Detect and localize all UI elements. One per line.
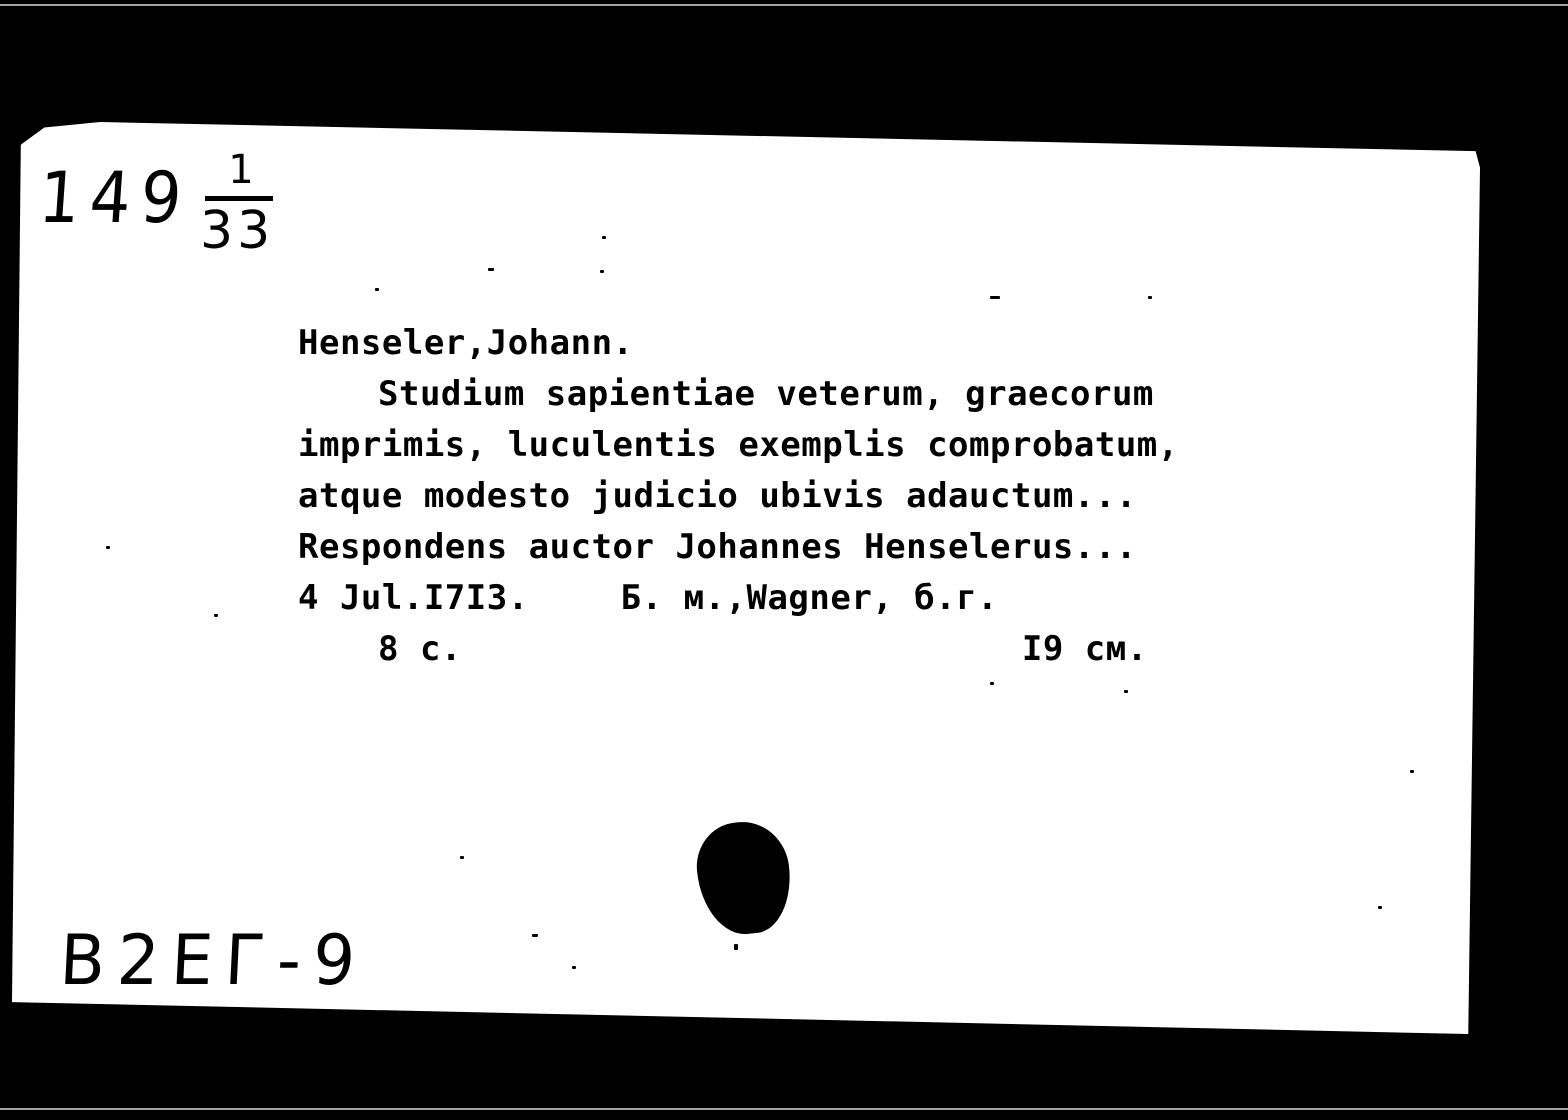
scanner-edge-line-top	[0, 4, 1568, 6]
call-number-main: 149	[36, 158, 195, 240]
scan-speck	[1124, 690, 1128, 693]
scan-speck	[990, 682, 994, 685]
scan-speck	[602, 236, 606, 239]
scan-speck	[532, 934, 538, 937]
bibliographic-entry	[298, 318, 1179, 675]
call-number	[36, 147, 302, 290]
call-number-numerator: 1	[228, 147, 254, 193]
imprint-date: 4 Jul.I7I3.	[298, 578, 529, 618]
scan-speck	[214, 614, 218, 617]
title-line: Respondens auctor Johannes Henselerus...	[298, 527, 1137, 567]
scan-speck	[734, 944, 738, 950]
scan-speck	[488, 268, 494, 271]
scan-speck	[460, 856, 464, 859]
title-line: Studium sapientiae veterum, graecorum	[378, 374, 1154, 414]
scan-speck	[1410, 770, 1414, 773]
imprint-publication: Б. м.,Wagner, б.г.	[620, 578, 999, 618]
scan-speck	[375, 288, 379, 291]
scan-speck	[990, 296, 1000, 299]
scanner-edge-line-bottom	[0, 1108, 1568, 1110]
scan-speck	[1378, 906, 1382, 909]
shelf-mark: В2ЕГ-9	[57, 920, 370, 1001]
scan-speck	[600, 270, 604, 273]
scan-speck	[106, 546, 110, 549]
title-line: imprimis, luculentis exemplis comprobatum,	[298, 425, 1179, 465]
collation-size: I9 см.	[1021, 629, 1148, 669]
scan-speck	[1148, 296, 1152, 299]
author-heading: Henseler,Johann.	[298, 323, 634, 363]
call-number-fraction	[200, 147, 275, 261]
scan-speck	[572, 966, 576, 969]
imprint-line	[298, 573, 1179, 624]
title-line: atque modesto judicio ubivis adauctum...	[298, 476, 1137, 516]
call-number-denominator: 33	[200, 201, 275, 261]
collation-pages: 8 с.	[378, 629, 462, 669]
collation-line	[298, 624, 1179, 675]
